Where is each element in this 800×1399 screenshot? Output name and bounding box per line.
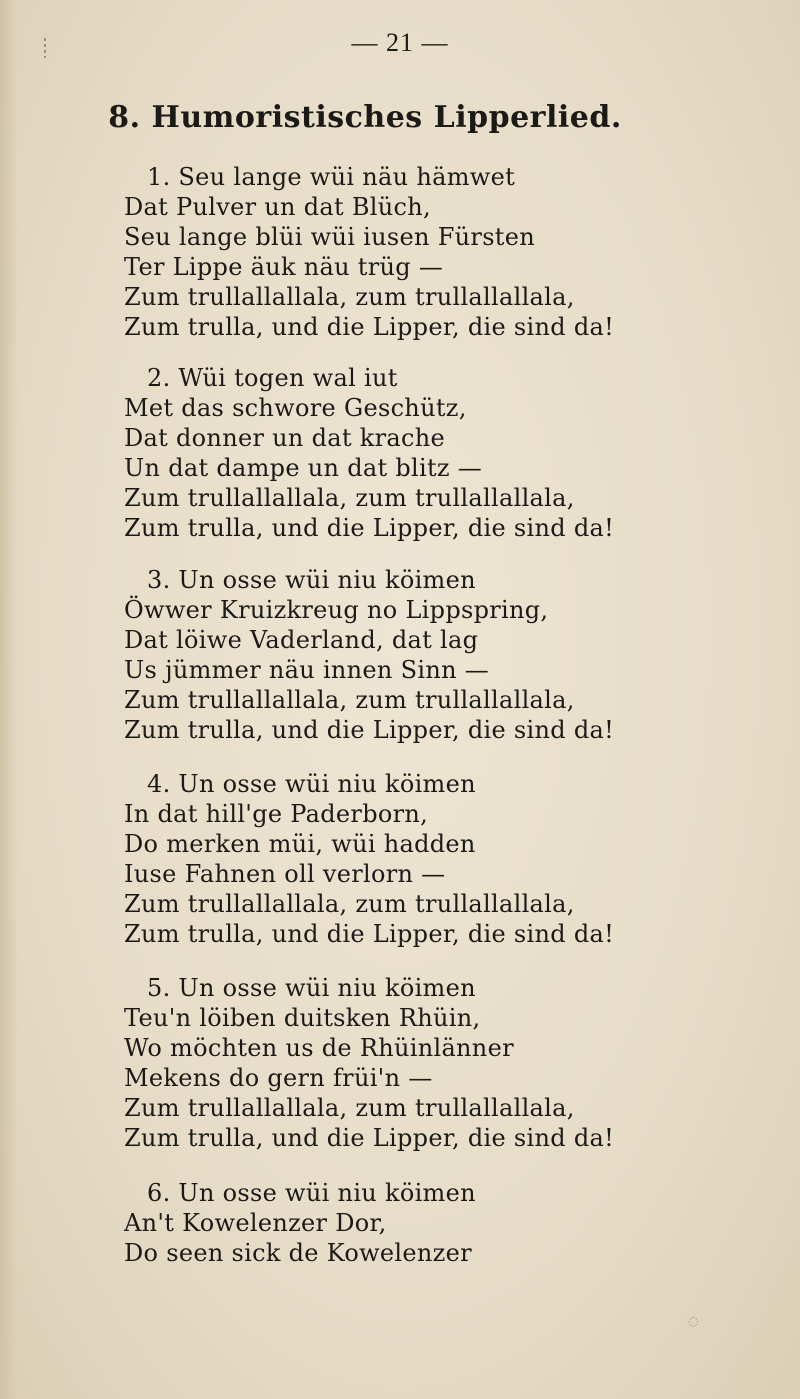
verse-line: Do merken müi, wüi hadden <box>124 830 476 858</box>
verse-line: Met das schwore Geschütz, <box>124 394 467 422</box>
verse-line: An't Kowelenzer Dor, <box>124 1209 387 1237</box>
verse-line: Zum trullallallala, zum trullallallala, <box>124 283 575 311</box>
verse-line: Öwwer Kruizkreug no Lippspring, <box>124 596 549 624</box>
verse-line: Dat löiwe Vaderland, dat lag <box>124 626 479 654</box>
verse-line: Mekens do gern früi'n — <box>124 1064 433 1092</box>
song-title: 8. Humoristisches Lipperlied. <box>108 100 622 135</box>
verse-line: Un dat dampe un dat blitz — <box>124 454 483 482</box>
verse-line: Zum trullallallala, zum trullallallala, <box>124 686 575 714</box>
verse-line: 6. Un osse wüi niu köimen <box>147 1179 476 1207</box>
verse-line: 5. Un osse wüi niu köimen <box>147 974 476 1002</box>
verse-line: Ter Lippe äuk näu trüg — <box>124 253 444 281</box>
verse-line: Seu lange blüi wüi iusen Fürsten <box>124 223 536 251</box>
verse-line: In dat hill'ge Paderborn, <box>124 800 429 828</box>
page-number: — 21 — <box>351 28 449 57</box>
verse-line: Zum trulla, und die Lipper, die sind da! <box>124 514 615 542</box>
verse-line: Zum trulla, und die Lipper, die sind da! <box>124 1124 615 1152</box>
verse-line: 4. Un osse wüi niu köimen <box>147 770 476 798</box>
verse-line: 1. Seu lange wüi näu hämwet <box>147 163 516 191</box>
verse-line: Zum trullallallala, zum trullallallala, <box>124 484 575 512</box>
verse-line: Us jümmer näu innen Sinn — <box>124 656 490 684</box>
verse-line: Do seen sick de Kowelenzer <box>124 1239 472 1267</box>
verse-line: Zum trullallallala, zum trullallallala, <box>124 1094 575 1122</box>
verse-line: Iuse Fahnen oll verlorn — <box>124 860 446 888</box>
margin-speck: ◌ <box>688 1314 699 1328</box>
verse-line: Zum trullallallala, zum trullallallala, <box>124 890 575 918</box>
verse-line: Wo möchten us de Rhüinlänner <box>124 1034 514 1062</box>
verse-line: Zum trulla, und die Lipper, die sind da! <box>124 313 615 341</box>
verse-line: Dat Pulver un dat Blüch, <box>124 193 431 221</box>
page-gutter-shadow <box>0 0 18 1399</box>
verse-line: Zum trulla, und die Lipper, die sind da! <box>124 716 615 744</box>
verse-line: Dat donner un dat krache <box>124 424 445 452</box>
verse-line: 2. Wüi togen wal iut <box>147 364 398 392</box>
verse-line: Zum trulla, und die Lipper, die sind da! <box>124 920 615 948</box>
verse-line: 3. Un osse wüi niu köimen <box>147 566 476 594</box>
verse-line: Teu'n löiben duitsken Rhüin, <box>124 1004 481 1032</box>
